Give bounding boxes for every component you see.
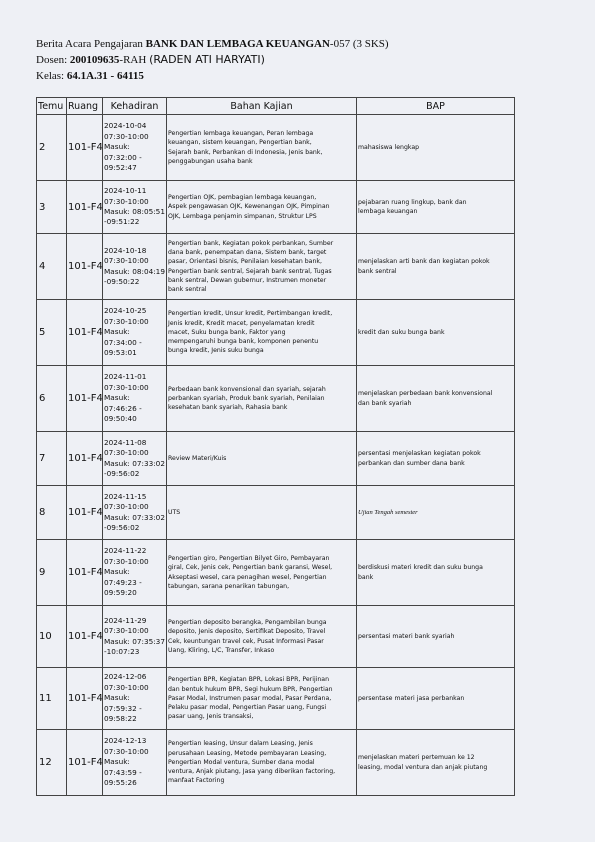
- bahan-line: Pengertian OJK, pembagian lembaga keuangan,: [168, 194, 317, 202]
- kehadiran-cell: [103, 668, 167, 730]
- kehadiran-line: 07:30-10:00: [104, 448, 149, 458]
- kehadiran-line: Masuk:: [104, 327, 130, 337]
- bap-line: menjelaskan arti bank dan kegiatan pokok: [358, 258, 490, 266]
- col-kehadiran: Kehadiran: [103, 98, 167, 115]
- kehadiran-line: 2024-10-25: [104, 306, 147, 316]
- table-row: [37, 115, 515, 181]
- table-body: [37, 115, 515, 796]
- bahan-line: pasar uang, Jenis transaksi,: [168, 713, 254, 721]
- bahan-kajian-cell: [167, 730, 357, 796]
- bap-cell: [357, 300, 515, 366]
- kehadiran-line: -09:51:22: [104, 217, 140, 227]
- ruang-cell: 101-F4: [67, 234, 103, 300]
- bap-line: pejabaran ruang lingkup, bank dan: [358, 198, 467, 206]
- kehadiran-line: 2024-10-04: [104, 121, 147, 131]
- kehadiran-line: -09:56:02: [104, 522, 140, 532]
- kehadiran-cell: [103, 606, 167, 668]
- kehadiran-line: Masuk:: [104, 393, 130, 403]
- temu-cell: 5: [37, 300, 67, 366]
- kehadiran-line: Masuk: 07:33:02: [104, 458, 165, 468]
- kehadiran-line: 09:50:40: [104, 414, 137, 424]
- kehadiran-line: 07:30-10:00: [104, 746, 149, 756]
- kehadiran-line: 07:30-10:00: [104, 196, 149, 206]
- kehadiran-line: 2024-11-29: [104, 615, 147, 625]
- bap-cell: [357, 668, 515, 730]
- kehadiran-line: 07:30-10:00: [104, 626, 149, 636]
- table-row: [37, 181, 515, 234]
- table-row: [37, 730, 515, 796]
- kehadiran-line: 2024-11-01: [104, 372, 147, 382]
- course-prefix: Berita Acara Pengajaran: [36, 38, 146, 50]
- bahan-line: Review Materi/Kuis: [168, 454, 227, 462]
- kehadiran-line: 2024-10-18: [104, 245, 147, 255]
- bahan-line: Pengertian BPR, Kegiatan BPR, Lokasi BPR, Perijinan: [168, 676, 330, 684]
- bap-cell: [357, 540, 515, 606]
- bahan-line: Pasar Modal, Instrumen pasar modal, Pasar Perdana,: [168, 694, 332, 702]
- bap-line: berdiskusi materi kredit dan suku bunga: [358, 564, 483, 572]
- dosen-id: 200109635: [69, 54, 120, 66]
- bahan-line: perusahaan Leasing, Metode pembayaran Leasing,: [168, 749, 327, 757]
- bap-line: perbankan dan sumber dana bank: [358, 459, 465, 467]
- ruang-cell: 101-F4: [67, 730, 103, 796]
- ruang-cell: 101-F4: [67, 486, 103, 540]
- kehadiran-line: 09:52:47: [104, 163, 137, 173]
- bahan-line: bunga kredit, Jenis suku bunga: [168, 347, 264, 355]
- kehadiran-line: Masuk:: [104, 567, 130, 577]
- kehadiran-line: 09:58:22: [104, 714, 137, 724]
- kehadiran-line: 07:34:00 -: [104, 337, 142, 347]
- bahan-line: tabungan, sarana penarikan tabungan,: [168, 582, 290, 590]
- bahan-line: bank sentral: [168, 285, 207, 293]
- kelas-label: Kelas:: [36, 70, 67, 82]
- bahan-kajian-cell: [167, 432, 357, 486]
- dosen-name: (RADEN ATI HARYATI): [149, 53, 265, 66]
- kehadiran-line: 2024-10-11: [104, 186, 147, 196]
- kehadiran-line: 07:30-10:00: [104, 316, 149, 326]
- kelas-value: 64.1A.31 - 64115: [66, 70, 144, 82]
- bahan-line: bank sentral, Dewan gubernur, Instrumen moneter: [168, 276, 327, 284]
- table-row: [37, 432, 515, 486]
- bahan-kajian-cell: [167, 668, 357, 730]
- kehadiran-line: -09:50:22: [104, 276, 140, 286]
- table-row: [37, 540, 515, 606]
- col-bahan-kajian: Bahan Kajian: [167, 98, 357, 115]
- bap-line: kredit dan suku bunga bank: [358, 328, 445, 336]
- kehadiran-line: 2024-11-15: [104, 491, 147, 501]
- kehadiran-cell: [103, 181, 167, 234]
- kehadiran-line: Masuk: 07:35:37: [104, 636, 165, 646]
- bahan-line: Pelaku pasar modal, Pengertian Pasar uang, Fungsi: [168, 704, 327, 712]
- bahan-line: ventura, Anjak piutang, Jasa yang diberikan factoring,: [168, 768, 336, 776]
- table-header: [37, 98, 515, 115]
- bahan-line: Pengertian Modal ventura, Sumber dana modal: [168, 758, 315, 766]
- kehadiran-line: 07:30-10:00: [104, 502, 149, 512]
- bap-cell: [357, 486, 515, 540]
- kehadiran-line: Masuk:: [104, 142, 130, 152]
- kehadiran-line: 07:30-10:00: [104, 256, 149, 266]
- bahan-kajian-cell: [167, 606, 357, 668]
- kehadiran-line: 2024-11-22: [104, 546, 147, 556]
- kehadiran-cell: [103, 432, 167, 486]
- kehadiran-line: Masuk:: [104, 757, 130, 767]
- bahan-kajian-cell: [167, 115, 357, 181]
- bahan-kajian-cell: [167, 540, 357, 606]
- kehadiran-line: 09:53:01: [104, 348, 137, 358]
- bap-cell: [357, 234, 515, 300]
- bahan-line: perbankan syariah, Produk bank syariah, Penilaian: [168, 394, 325, 402]
- ruang-cell: 101-F4: [67, 432, 103, 486]
- ruang-cell: 101-F4: [67, 300, 103, 366]
- kehadiran-line: 07:43:59 -: [104, 767, 142, 777]
- col-bap: BAP: [357, 98, 515, 115]
- bap-cell: [357, 366, 515, 432]
- kehadiran-line: 2024-12-06: [104, 672, 147, 682]
- bahan-line: OJK, Lembaga penjamin simpanan, Struktur LPS: [168, 212, 317, 220]
- bap-table: [36, 97, 515, 796]
- course-code: -057 (3 SKS): [329, 38, 389, 50]
- bap-cell: [357, 115, 515, 181]
- bap-line: menjelaskan perbedaan bank konvensional: [358, 390, 493, 398]
- kehadiran-line: 2024-12-13: [104, 736, 147, 746]
- col-ruang: Ruang: [67, 98, 103, 115]
- bahan-line: pasar, Orientasi bisnis, Penilaian kesehatan bank,: [168, 258, 322, 266]
- kehadiran-cell: [103, 115, 167, 181]
- table-row: [37, 366, 515, 432]
- kehadiran-cell: [103, 540, 167, 606]
- bap-line: menjelaskan materi pertemuan ke 12: [358, 754, 475, 762]
- bahan-line: Jenis kredit, Kredit macet, penyelamatan kredit: [168, 319, 315, 327]
- course-name: BANK DAN LEMBAGA KEUANGAN: [145, 38, 330, 50]
- kehadiran-line: 07:30-10:00: [104, 556, 149, 566]
- bahan-line: keuangan, sistem keuangan, Pengertian bank,: [168, 139, 312, 147]
- document-header: [36, 36, 576, 84]
- dosen-code: -RAH: [119, 54, 150, 66]
- bahan-kajian-cell: [167, 486, 357, 540]
- bahan-line: dan bentuk hukum BPR, Segi hukum BPR, Pengertian: [168, 685, 333, 693]
- temu-cell: 7: [37, 432, 67, 486]
- ruang-cell: 101-F4: [67, 540, 103, 606]
- bahan-line: macet, Suku bunga bank, Faktor yang: [168, 328, 286, 336]
- bahan-line: dana bank, penempatan dana, Sistem bank, target: [168, 249, 327, 257]
- temu-cell: 8: [37, 486, 67, 540]
- dosen-label: Dosen:: [36, 54, 70, 66]
- kehadiran-line: Masuk:: [104, 693, 130, 703]
- ruang-cell: 101-F4: [67, 668, 103, 730]
- kehadiran-line: Masuk: 08:05:51: [104, 207, 165, 216]
- table-row: [37, 486, 515, 540]
- bahan-line: penggabungan usaha bank: [168, 157, 253, 165]
- temu-cell: 4: [37, 234, 67, 300]
- kehadiran-line: 07:30-10:00: [104, 131, 149, 141]
- temu-cell: 11: [37, 668, 67, 730]
- temu-cell: 2: [37, 115, 67, 181]
- bahan-line: Pengertian bank sentral, Sejarah bank sentral, Tugas: [168, 267, 332, 275]
- bahan-line: Akseptasi wesel, cara penagihan wesel, Pengertian: [168, 573, 327, 581]
- bahan-line: giral, Cek, Jenis cek, Pengertian bank garansi, Wesel,: [168, 564, 333, 572]
- course-line: [36, 36, 576, 52]
- bap-line: Ujian Tengah semester: [358, 508, 418, 516]
- bap-line: persentasi materi bank syariah: [358, 632, 455, 640]
- bahan-line: Pengertian leasing, Unsur dalam Leasing, Jenis: [168, 740, 313, 748]
- bahan-line: Pengertian deposito berangka, Pengambilan bunga: [168, 619, 327, 627]
- kelas-line: [36, 68, 576, 84]
- temu-cell: 6: [37, 366, 67, 432]
- bahan-line: Pengertian lembaga keuangan, Peran lembaga: [168, 130, 314, 138]
- bahan-line: Pengertian giro, Pengertian Bilyet Giro, Pembayaran: [168, 555, 330, 563]
- bap-cell: [357, 181, 515, 234]
- table-row: [37, 300, 515, 366]
- bahan-line: Perbedaan bank konvensional dan syariah, sejarah: [168, 385, 326, 393]
- bahan-kajian-cell: [167, 366, 357, 432]
- temu-cell: 9: [37, 540, 67, 606]
- kehadiran-cell: [103, 234, 167, 300]
- bahan-line: manfaat Factoring: [168, 777, 225, 785]
- temu-cell: 10: [37, 606, 67, 668]
- bahan-line: Aspek pengawasan OJK, Kewenangan OJK, Pimpinan: [168, 203, 330, 211]
- bap-cell: [357, 730, 515, 796]
- kehadiran-cell: [103, 486, 167, 540]
- bap-line: leasing, modal ventura dan anjak piutang: [358, 763, 488, 771]
- bahan-kajian-cell: [167, 181, 357, 234]
- dosen-line: [36, 52, 576, 68]
- kehadiran-cell: [103, 366, 167, 432]
- kehadiran-line: 09:55:26: [104, 778, 137, 788]
- kehadiran-line: -09:56:02: [104, 468, 140, 478]
- ruang-cell: 101-F4: [67, 606, 103, 668]
- bahan-line: mempengaruhi bunga bank, komponen penentu: [168, 338, 319, 346]
- ruang-cell: 101-F4: [67, 115, 103, 181]
- temu-cell: 12: [37, 730, 67, 796]
- kehadiran-cell: [103, 300, 167, 366]
- kehadiran-line: 09:59:20: [104, 588, 137, 598]
- bahan-line: Pengertian bank, Kegiatan pokok perbankan, Sumber: [168, 239, 334, 247]
- bahan-line: Uang, Kliring, L/C, Transfer, Inkaso: [168, 646, 275, 654]
- table-row: [37, 606, 515, 668]
- bap-line: dan bank syariah: [358, 399, 412, 407]
- bap-cell: [357, 606, 515, 668]
- bahan-line: Pengertian kredit, Unsur kredit, Pertimbangan kredit,: [168, 310, 333, 318]
- kehadiran-cell: [103, 730, 167, 796]
- kehadiran-line: 07:46:26 -: [104, 403, 142, 413]
- bahan-line: Sejarah bank, Perbankan di Indonesia, Jenis bank,: [168, 148, 323, 156]
- bahan-line: deposito, Jenis deposito, Sertifikat Deposito, Travel: [168, 628, 326, 636]
- col-temu: Temu: [37, 98, 67, 115]
- ruang-cell: 101-F4: [67, 366, 103, 432]
- bap-line: bank sentral: [358, 267, 397, 275]
- table-row: [37, 234, 515, 300]
- bap-line: lembaga keuangan: [358, 208, 418, 215]
- bahan-kajian-cell: [167, 234, 357, 300]
- kehadiran-line: 07:49:23 -: [104, 577, 142, 587]
- kehadiran-line: 07:32:00 -: [104, 152, 142, 162]
- kehadiran-line: 07:59:32 -: [104, 703, 142, 713]
- bap-line: bank: [358, 573, 374, 581]
- kehadiran-line: Masuk: 08:04:19: [104, 266, 165, 276]
- kehadiran-line: 07:30-10:00: [104, 382, 149, 392]
- kehadiran-line: 07:30-10:00: [104, 682, 149, 692]
- bap-line: mahasiswa lengkap: [358, 143, 420, 151]
- bap-line: persentasi menjelaskan kegiatan pokok: [358, 450, 481, 458]
- ruang-cell: 101-F4: [67, 181, 103, 234]
- bap-cell: [357, 432, 515, 486]
- table-row: [37, 668, 515, 730]
- temu-cell: 3: [37, 181, 67, 234]
- kehadiran-line: 2024-11-08: [104, 437, 147, 447]
- kehadiran-line: Masuk: 07:33:02: [104, 512, 165, 522]
- header-row: [37, 98, 515, 115]
- bahan-line: Cek, keuntungan travel cek, Pusat Informasi Pasar: [168, 637, 324, 645]
- bahan-kajian-cell: [167, 300, 357, 366]
- bap-line: persentase materi jasa perbankan: [358, 694, 465, 702]
- bahan-line: UTS: [168, 508, 181, 516]
- kehadiran-line: -10:07:23: [104, 646, 140, 656]
- bahan-line: kesehatan bank syariah, Rahasia bank: [168, 404, 288, 412]
